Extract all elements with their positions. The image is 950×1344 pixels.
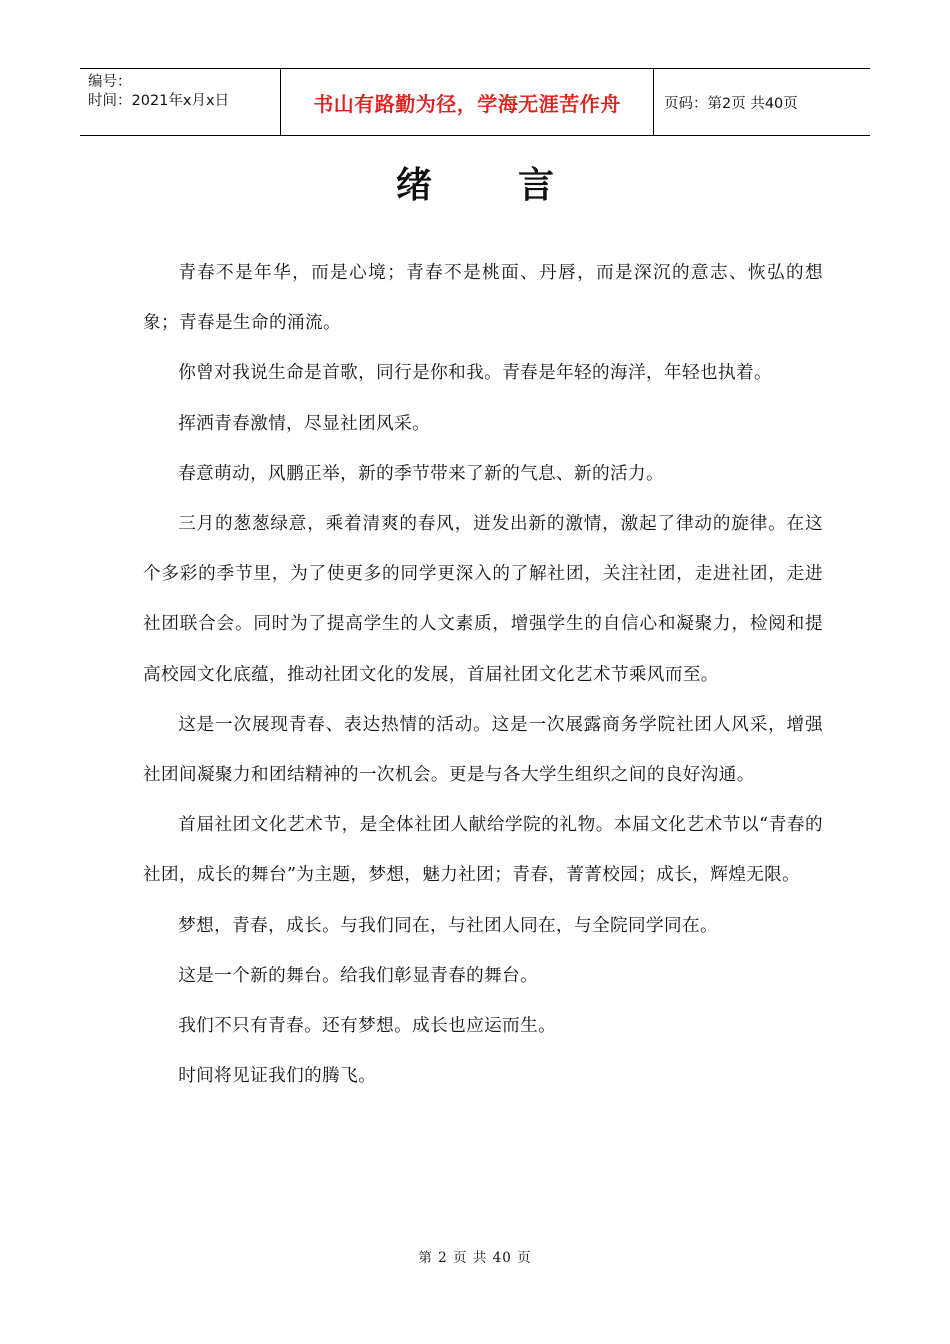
header-motto: 书山有路勤为径，学海无涯苦作舟 bbox=[281, 69, 654, 135]
paragraph: 青春不是年华，而是心境；青春不是桃面、丹唇，而是深沉的意志、恢弘的想象；青春是生命的涌流。 bbox=[143, 263, 823, 334]
paragraph: 我们不只有青春。还有梦想。成长也应运而生。 bbox=[178, 1016, 557, 1037]
paragraph: 首届社团文化艺术节，是全体社团人献给学院的礼物。本届文化艺术节以“青春的社团，成长的舞台”为主题，梦想，魅力社团；青春，菁菁校园；成长，辉煌无限。 bbox=[143, 815, 823, 886]
paragraph: 时间将见证我们的腾飞。 bbox=[178, 1066, 377, 1087]
paragraph: 挥洒青春激情，尽显社团风采。 bbox=[178, 413, 431, 434]
document-date: 时间：2021年x月x日 bbox=[88, 93, 230, 109]
paragraph: 这是一次展现青春、表达热情的活动。这是一次展露商务学院社团人风采，增强社团间凝聚力和团结精神的一次机会。更是与各大学生组织之间的良好沟通。 bbox=[143, 714, 823, 786]
header-page-info: 页码：第2页 共40页 bbox=[664, 95, 798, 112]
paragraph: 你曾对我说生命是首歌，同行是你和我。青春是年轻的海洋，年轻也执着。 bbox=[178, 363, 772, 384]
paragraph: 这是一个新的舞台。给我们彰显青春的舞台。 bbox=[178, 965, 539, 986]
body-text bbox=[143, 248, 823, 1101]
document-number-label: 编号： bbox=[88, 74, 132, 90]
paragraph: 春意萌动，风鹏正举，新的季节带来了新的气息、新的活力。 bbox=[178, 463, 665, 484]
paragraph: 梦想，青春，成长。与我们同在，与社团人同在，与全院同学同在。 bbox=[178, 915, 719, 936]
page-title: 绪言 bbox=[395, 164, 640, 206]
page-footer: 第 2 页 共 40 页 bbox=[418, 1250, 532, 1266]
document-header bbox=[80, 68, 870, 136]
paragraph: 三月的葱葱绿意，乘着清爽的春风，迸发出新的激情，激起了律动的旋律。在这个多彩的季节里，为了使更多的同学更深入的了解社团，关注社团，走进社团，走进社团联合会。同时为了提高学生的人文素质，增强学生的自信心和凝聚力，检阅和提高校园文化底蕴，推动社团文化的发展，首届社团文化艺术节乘风而至。 bbox=[143, 514, 823, 685]
header-meta-cell bbox=[80, 69, 281, 135]
